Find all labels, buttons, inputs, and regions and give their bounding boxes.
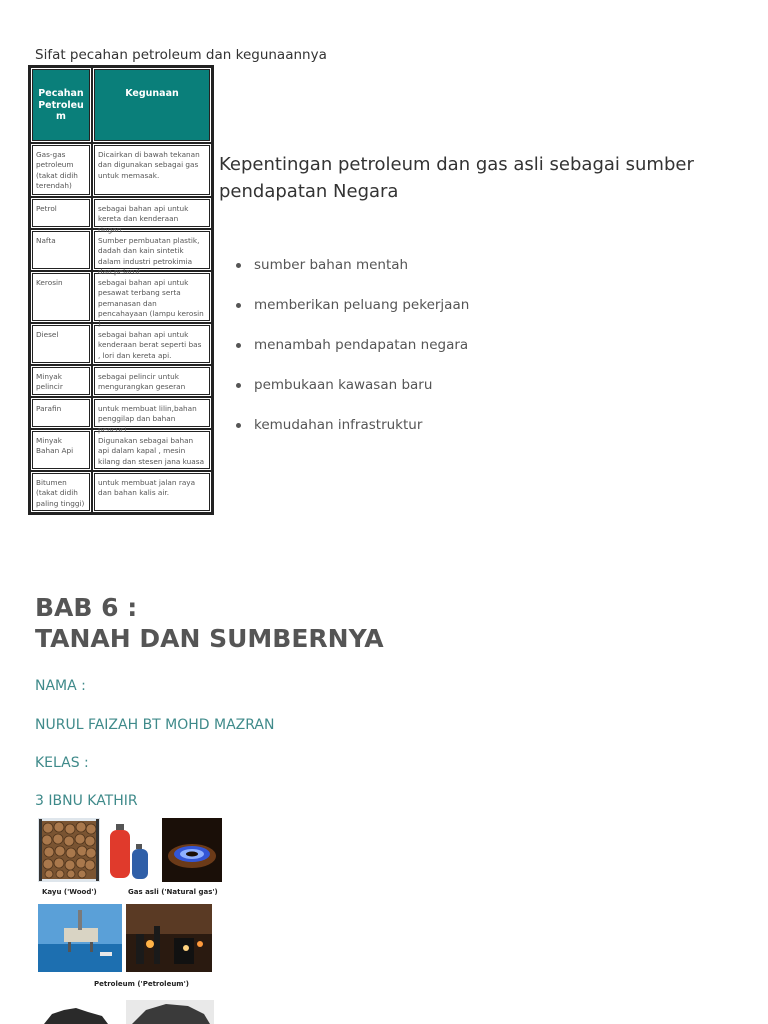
table-row [30,271,212,323]
fraction-cell: Gas-gas petroleum (takat didih terendah) [32,145,90,195]
resource-photos [36,816,236,1024]
petroleum-caption: Petroleum ('Petroleum') [94,980,189,988]
use-cell: Sumber pembuatan plastik, dadah dan kain sintetik dalam industri petrokimia dan pelarut [94,231,210,269]
chapter-title [35,592,384,654]
table-row [30,143,212,197]
header-use: Kegunaan [92,67,212,143]
gas-flame-photo [162,818,222,882]
importance-heading: Kepentingan petroleum dan gas asli sebagai sumber pendapatan Negara [219,154,694,202]
fraction-cell: Kerosin [32,273,90,321]
table-row [30,323,212,365]
class-label: KELAS : [35,755,89,771]
refinery-photo [126,904,212,972]
use-cell: sebagai pelincir untuk mengurangkan geseran [94,367,210,395]
gas-cylinder-photo [106,818,158,882]
use-cell: sebagai bahan api untuk pesawat terbang serta pemanasan dan pencahayaan (lampu kerosin ) [94,273,210,321]
name-label: NAMA : [35,678,86,694]
header-fraction: Pecahan Petroleu m [30,67,92,143]
coal-photo [126,1000,214,1024]
wood-caption: Kayu ('Wood') [42,888,97,896]
list-item: memberikan peluang pekerjaan [233,292,469,332]
coal-photo [42,1002,112,1024]
use-cell: untuk membuat jalan raya dan bahan kalis air. [94,473,210,511]
use-cell: Dicairkan di bawah tekanan dan digunakan sebagai gas untuk memasak. [94,145,210,195]
use-cell: untuk membuat lilin,bahan penggilap dan bahan pencuci [94,399,210,427]
chapter-name: TANAH DAN SUMBERNYA [35,624,384,653]
fraction-cell: Minyak Bahan Api [32,431,90,469]
table-row [30,197,212,229]
wood-photo [38,818,100,882]
fraction-cell: Nafta [32,231,90,269]
list-item: kemudahan infrastruktur [233,412,469,452]
fraction-cell: Diesel [32,325,90,363]
table-row [30,429,212,471]
table-caption: Sifat pecahan petroleum dan kegunaannya [35,47,327,63]
list-item: menambah pendapatan negara [233,332,469,372]
oil-platform-photo [38,904,122,972]
chapter-number: BAB 6 : [35,593,138,622]
petroleum-fractions-table [28,65,214,515]
table-row [30,471,212,513]
fraction-cell: Petrol [32,199,90,227]
list-item: sumber bahan mentah [233,252,469,292]
list-item: pembukaan kawasan baru [233,372,469,412]
student-name: NURUL FAIZAH BT MOHD MAZRAN [35,717,275,733]
use-cell: Digunakan sebagai bahan api dalam kapal , mesin kilang dan stesen jana kuasa [94,431,210,469]
fraction-cell: Parafin [32,399,90,427]
importance-list [233,252,469,452]
table-row [30,365,212,397]
table-row [30,397,212,429]
use-cell: sebagai bahan api untuk kereta dan kenderaan ringan. [94,199,210,227]
fraction-cell: Minyak pelincir [32,367,90,395]
fraction-cell: Bitumen (takat didih paling tinggi) [32,473,90,511]
class-name: 3 IBNU KATHIR [35,793,138,809]
table-row [30,229,212,271]
gas-caption: Gas asli ('Natural gas') [128,888,218,896]
use-cell: sebagai bahan api untuk kenderaan berat seperti bas , lori dan kereta api. [94,325,210,363]
